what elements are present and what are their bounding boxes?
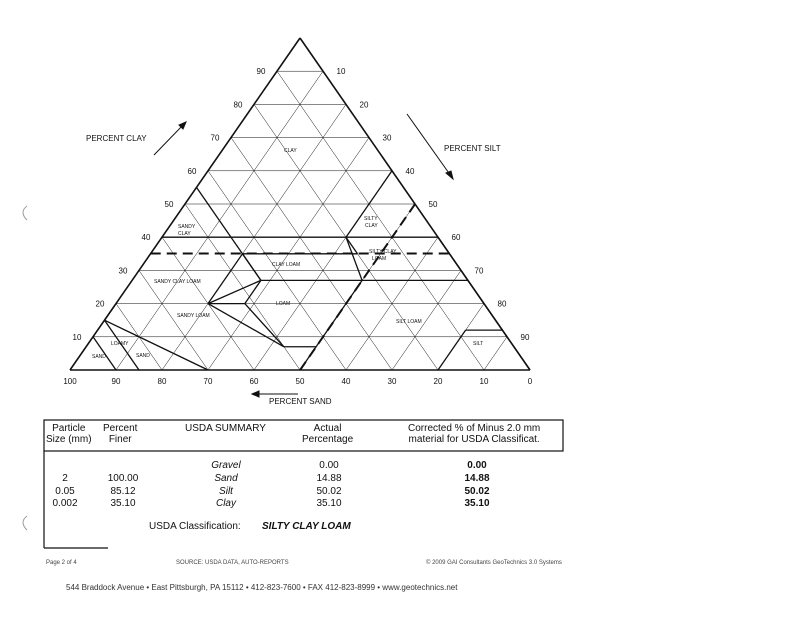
triangle-grid [70,38,530,370]
boundary-segment [197,187,232,237]
cell-actual-percentage: 0.00 [319,460,339,471]
footer-source: SOURCE: USDA DATA, AUTO-REPORTS [176,560,289,566]
clay-tick-50: 50 [164,200,174,209]
region-sandy-clay-loam: SANDY CLAY LOAM [154,279,201,285]
boundary-segment [438,330,466,370]
silt-tick-30: 30 [382,133,392,143]
silt-axis-label: PERCENT SILT [444,144,501,153]
silt-tick-20: 20 [359,100,369,110]
header-corrected-line2: material for USDA Classificat. [408,434,540,445]
sand-arrow-head [252,391,259,397]
region-clay-loam: CLAY LOAM [272,262,301,268]
sample-point-dashed-lines [151,204,450,370]
clay-tick-20: 20 [95,299,105,309]
boundary-segment [346,237,362,280]
cell-corrected-percentage: 14.88 [464,473,490,484]
silt-tick-60: 60 [451,233,461,243]
silt-tick-40: 40 [405,166,415,176]
cell-percent-finer: 35.10 [110,498,136,509]
cell-fraction-name: Silt [219,486,233,497]
cell-size: 2 [62,473,68,484]
cell-actual-percentage: 50.02 [316,486,342,497]
sand-tick-30: 30 [387,377,397,386]
cell-percent-finer: 85.12 [110,486,136,497]
cell-size: 0.002 [52,498,78,509]
sand-tick-50: 50 [295,377,305,386]
header-particle-line2: Size (mm) [46,434,92,445]
silt-arrow-head [446,171,453,179]
region-silt-loam: SILT LOAM [396,319,422,325]
header-actual-line1: Actual [313,423,342,434]
classification-label: USDA Classification: [149,521,241,532]
punch-hole-mark-bottom [23,516,27,530]
clay-tick-70: 70 [210,133,220,143]
cell-actual-percentage: 35.10 [316,498,342,509]
silt-tick-80: 80 [497,299,507,309]
sand-axis-label: PERCENT SAND [269,397,332,406]
clay-tick-80: 80 [233,100,243,110]
header-percent-line2: Finer [108,434,132,445]
header-corrected-line1: Corrected % of Minus 2.0 mm [408,423,541,434]
cell-fraction-name: Clay [215,498,236,509]
cell-actual-percentage: 14.88 [316,473,342,484]
clay-tick-60: 60 [187,166,197,176]
header-usda-summary: USDA SUMMARY [185,423,266,434]
sand-tick-20: 20 [433,377,443,386]
header-percent-line1: Percent [103,423,138,434]
cell-corrected-percentage: 0.00 [467,460,487,471]
boundary-segment [208,304,284,347]
boundary-segment [245,304,284,347]
clay-tick-30: 30 [118,266,128,276]
clay-tick-90: 90 [256,67,266,77]
sand-tick-90: 90 [111,377,121,386]
region-loamy-sand: LOAMY [111,341,129,347]
region-sand: SAND [92,354,106,360]
silt-tick-10: 10 [336,67,346,77]
footer-address: 544 Braddock Avenue • East Pittsburgh, PA 15112 • 412-823-7600 • FAX 412-823-8999 • www.geotechnics.net [66,583,458,592]
region-silty-clay-1: SILTY [364,216,378,222]
axis-direction-arrows [154,114,453,397]
header-actual-line2: Percentage [302,434,354,445]
boundary-segment [105,304,117,321]
region-silty-clay-loam-1: SILTY CLAY [369,249,397,255]
region-sandy-clay-2: CLAY [178,231,191,237]
classification-value: SILTY CLAY LOAM [262,521,351,532]
axis-tick-labels [63,67,532,386]
header-percent-finer [103,423,137,445]
region-silt: SILT [473,341,484,347]
clay-tick-40: 40 [141,233,151,243]
clay-arrow [154,124,184,155]
sand-tick-60: 60 [249,377,259,386]
header-particle-size [46,423,92,445]
grid-sand-10 [277,71,484,370]
region-sandy-clay-1: SANDY [178,224,196,230]
region-loam: LOAM [276,301,291,307]
punch-hole-mark-top [23,206,27,220]
sand-tick-0: 0 [527,377,533,386]
header-corrected-percent [408,423,540,445]
region-sandy-loam: SANDY LOAM [177,313,210,319]
region-clay: CLAY [284,148,297,154]
header-particle-line1: Particle [52,423,86,434]
silt-tick-50: 50 [428,200,438,209]
cell-percent-finer: 100.00 [107,473,139,484]
cell-corrected-percentage: 35.10 [464,498,490,509]
cell-fraction-name: Gravel [211,460,241,471]
page-number: Page 2 of 4 [46,560,77,566]
sand-tick-10: 10 [479,377,489,386]
sand-tick-40: 40 [341,377,351,386]
boundary-segment [438,237,468,280]
cell-corrected-percentage: 50.02 [464,486,490,497]
footer-copyright: © 2009 GAI Consultants GeoTechnics 3.0 Systems [426,560,562,566]
sand-tick-100: 100 [63,377,77,386]
boundary-segment [231,237,261,280]
region-loamy-sand-2: SAND [136,353,150,359]
sand-tick-70: 70 [203,377,213,386]
sand-tick-80: 80 [157,377,167,386]
header-actual-percentage [302,423,353,445]
cell-size: 0.05 [55,486,75,497]
region-silty-clay-loam-2: LOAM [372,256,387,262]
silt-tick-90: 90 [520,332,530,342]
grid-silt-90 [484,337,507,370]
region-silty-clay-2: CLAY [365,223,378,229]
clay-tick-10: 10 [72,332,82,342]
silt-tick-70: 70 [474,266,484,276]
clay-axis-label: PERCENT CLAY [86,134,147,143]
cell-fraction-name: Sand [214,473,238,484]
